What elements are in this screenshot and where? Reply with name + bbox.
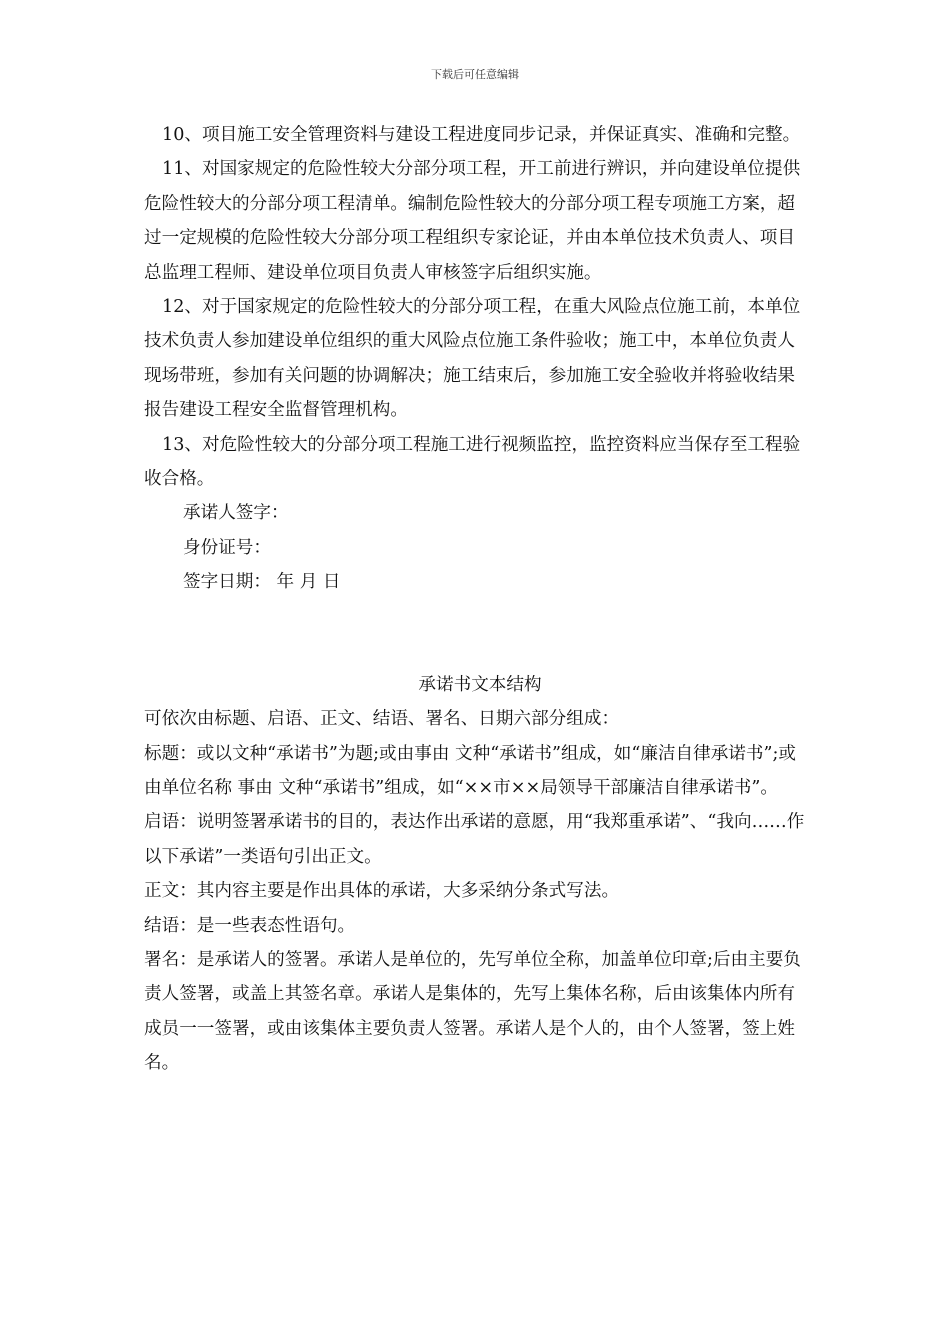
section-title: 承诺书文本结构 [418,674,542,695]
structure-body-part: 正文：其内容主要是作出具体的承诺，大多采纳分条式写法。 [144,881,620,902]
structure-closing-part: 结语：是一些表态性语句。 [144,915,356,936]
signature-label: 承诺人签字： [183,503,289,524]
structure-opening-part: 启语：说明签署承诺书的目的，表达作出承诺的意愿，用“我郑重承诺”、“我向……作以下承诺”一类语句引出正文。 [144,812,805,867]
id-number-label: 身份证号： [183,537,271,558]
commitment-item-12: 12、对于国家规定的危险性较大的分部分项工程，在重大风险点位施工前，本单位技术负责人参加建设单位组织的重大风险点位施工条件验收；施工中，本单位负责人现场带班，参加有关问题的协调解决；施工结束后，参加施工安全验收并将验收结果报告建设工程安全监督管理机构。 [144,297,801,421]
document-body [144,118,808,1081]
header-note: 下载后可任意编辑 [431,68,519,81]
commitment-item-13: 13、对危险性较大的分部分项工程施工进行视频监控，监控资料应当保存至工程验收合格。 [144,434,801,490]
structure-intro: 可依次由标题、启语、正文、结语、署名、日期六部分组成： [144,709,620,730]
commitment-item-11: 11、对国家规定的危险性较大分部分项工程，开工前进行辨识，并向建设单位提供危险性较大的分部分项工程清单。编制危险性较大的分部分项工程专项施工方案，超过一定规模的危险性较大分部分项工程组织专家论证，并由本单位技术负责人、项目总监理工程师、建设单位项目负责人审核签字后组织实施。 [144,159,801,283]
structure-signature-part: 署名：是承诺人的签署。承诺人是单位的，先写单位全称，加盖单位印章;后由主要负责人签署，或盖上其签名章。承诺人是集体的，先写上集体名称，后由该集体内所有成员一一签署，或由该集体主要负责人签署。承诺人是个人的，由个人签署，签上姓名。 [144,949,801,1074]
section-gap [144,600,808,668]
structure-title-part: 标题：或以文种“承诺书”为题;或由事由 文种“承诺书”组成，如“廉洁自律承诺书”;或由单位名称 事由 文种“承诺书”组成，如“××市××局领导干部廉洁自律承诺书”。 [144,743,797,798]
sign-date-label: 签字日期： 年 月 日 [183,572,341,593]
commitment-item-10: 10、项目施工安全管理资料与建设工程进度同步记录，并保证真实、准确和完整。 [162,125,801,145]
